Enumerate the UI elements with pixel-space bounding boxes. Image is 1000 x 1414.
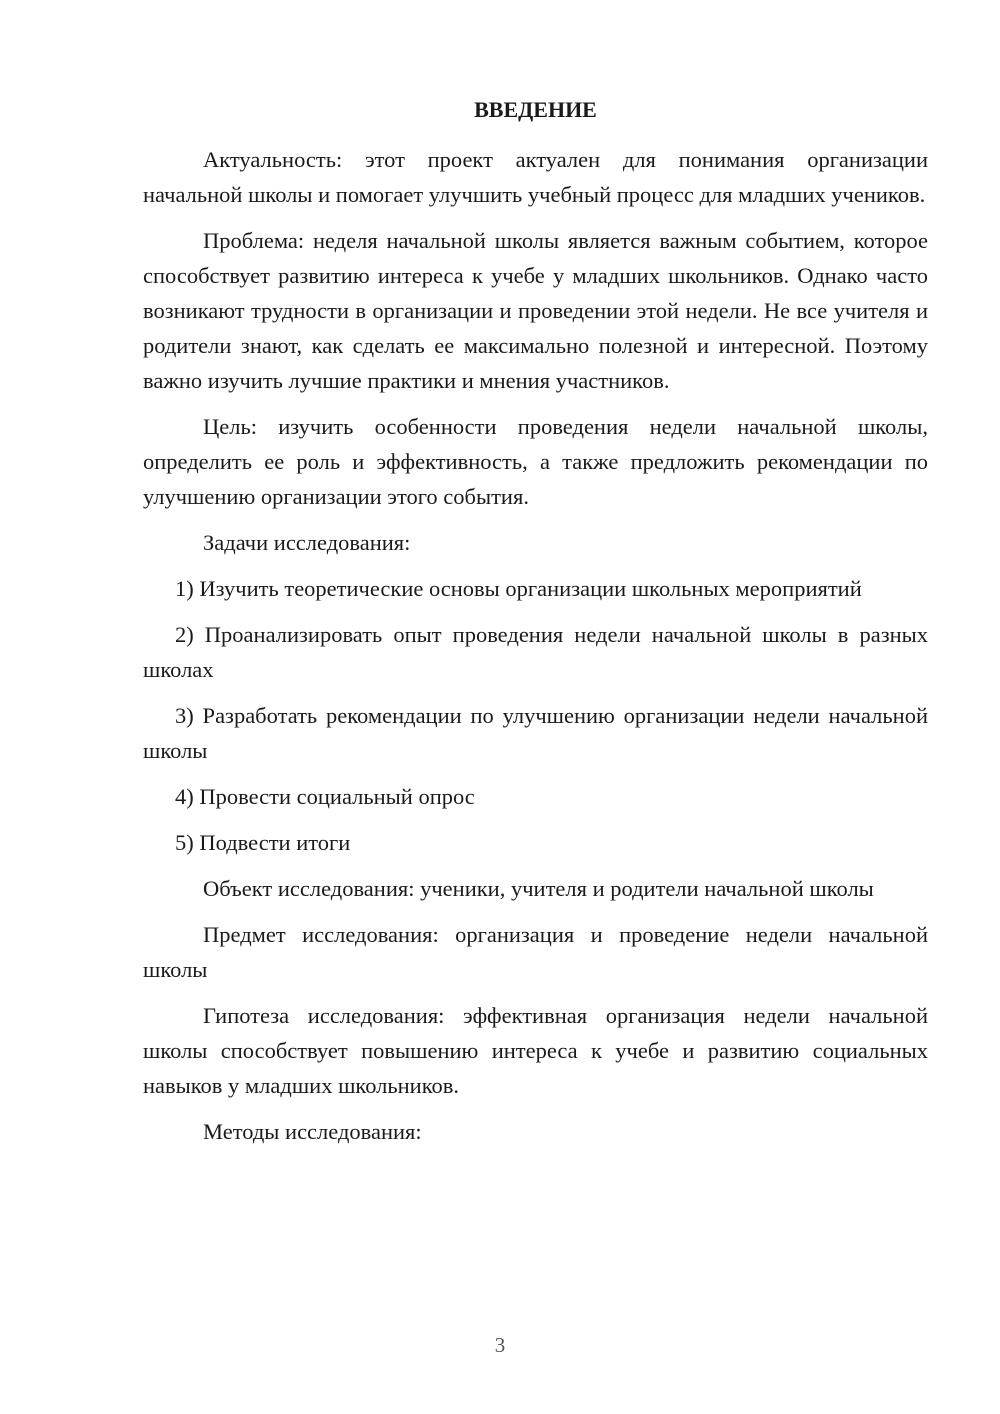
paragraph-subject: Предмет исследования: организация и проведение недели начальной школы (143, 922, 928, 982)
paragraph-problem: Проблема: неделя начальной школы является важным событием, которое способствует развитию интереса к учебе у младших школьников. Однако часто возникают трудности в организации и проведении этой недели. Не все учителя и родители знают, как сделать ее максимально полезной и интересной. Поэтому важно изучить лучшие практики и мнения участников. (143, 228, 928, 393)
task-item-4: 4) Провести социальный опрос (175, 784, 475, 809)
paragraph-object: Объект исследования: ученики, учителя и родители начальной школы (203, 876, 874, 901)
paragraph-tasks-heading: Задачи исследования: (203, 530, 411, 555)
task-item-1: 1) Изучить теоретические основы организации школьных мероприятий (175, 576, 862, 601)
page-number: 3 (494, 1333, 506, 1357)
task-item-3: 3) Разработать рекомендации по улучшению организации недели начальной школы (143, 703, 928, 763)
task-item-2: 2) Проанализировать опыт проведения недели начальной школы в разных школах (143, 622, 928, 682)
paragraph-hypothesis: Гипотеза исследования: эффективная организация недели начальной школы способствует повышению интереса к учебе и развитию социальных навыков у младших школьников. (143, 1003, 928, 1098)
page-title: ВВЕДЕНИЕ (474, 97, 597, 122)
page-content (143, 92, 928, 1160)
paragraph-goal: Цель: изучить особенности проведения недели начальной школы, определить ее роль и эффективность, а также предложить рекомендации по улучшению организации этого события. (143, 414, 928, 509)
task-item-5: 5) Подвести итоги (175, 830, 351, 855)
paragraph-relevance: Актуальность: этот проект актуален для понимания организации начальной школы и помогает улучшить учебный процесс для младших учеников. (143, 147, 928, 207)
paragraph-methods: Методы исследования: (203, 1119, 422, 1144)
